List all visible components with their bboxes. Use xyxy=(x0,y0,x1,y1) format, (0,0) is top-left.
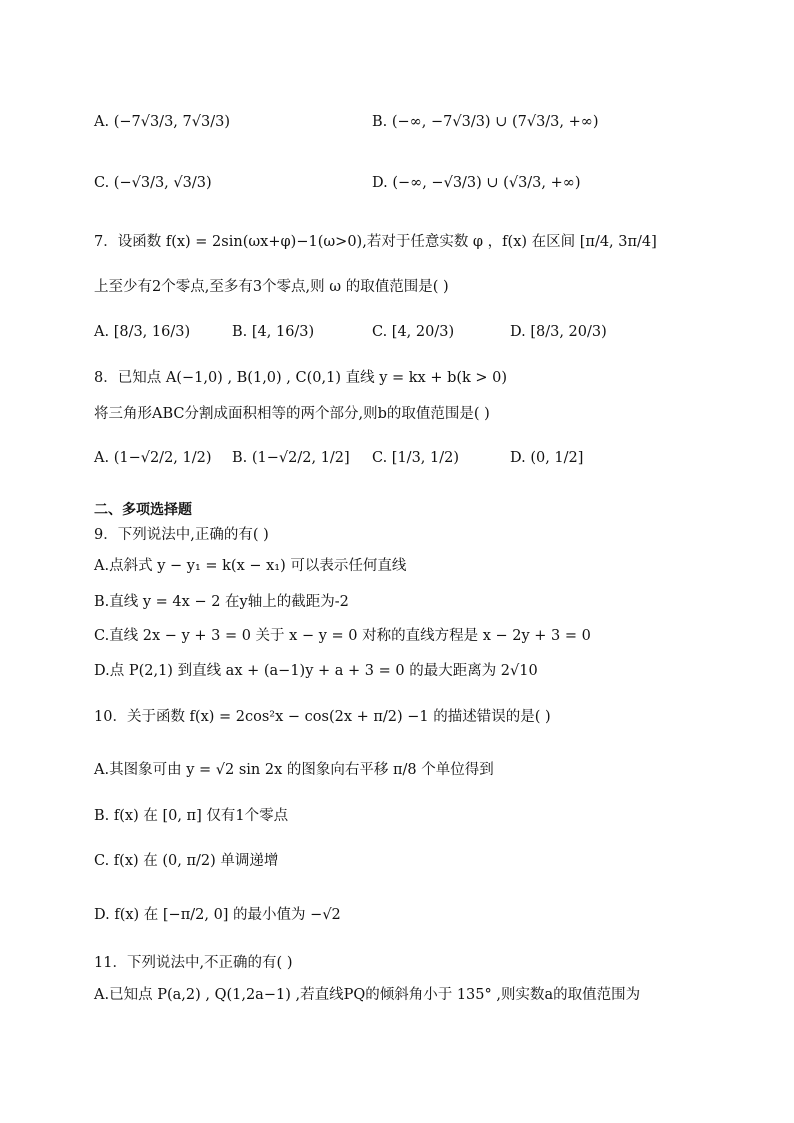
q6-option-d: D. (−∞, −√3/3) ∪ (√3/3, +∞) xyxy=(372,175,581,191)
q9-stem: 9．下列说法中,正确的有( ) xyxy=(94,527,269,543)
q9-option-d: D.点 P(2,1) 到直线 ax + (a−1)y + a + 3 = 0 的最大距离为 2√10 xyxy=(94,663,538,679)
q7-option-d: D. [8/3, 20/3) xyxy=(510,324,607,340)
section-heading-multiple-choice: 二、多项选择题 xyxy=(94,502,192,518)
q8-option-a: A. (1−√2/2, 1/2) xyxy=(94,450,212,466)
q9-option-c: C.直线 2x − y + 3 = 0 关于 x − y = 0 对称的直线方程是 x − 2y + 3 = 0 xyxy=(94,628,591,644)
q9-option-b: B.直线 y = 4x − 2 在y轴上的截距为-2 xyxy=(94,594,349,610)
q7-option-a: A. [8/3, 16/3) xyxy=(94,324,191,340)
q8-stem-line1: 8．已知点 A(−1,0) , B(1,0) , C(0,1) 直线 y = kx + b(k > 0) xyxy=(94,370,508,386)
q10-stem: 10．关于函数 f(x) = 2cos²x − cos(2x + π/2) −1 的描述错误的是( ) xyxy=(94,709,551,725)
q6-option-c: C. (−√3/3, √3/3) xyxy=(94,175,212,191)
q8-stem-line2: 将三角形ABC分割成面积相等的两个部分,则b的取值范围是( ) xyxy=(94,406,490,422)
q9-option-a: A.点斜式 y − y₁ = k(x − x₁) 可以表示任何直线 xyxy=(94,558,407,574)
q8-option-c: C. [1/3, 1/2) xyxy=(372,450,459,466)
q7-option-b: B. [4, 16/3) xyxy=(232,324,315,340)
q7-stem-line1: 7．设函数 f(x) = 2sin(ωx+φ)−1(ω>0),若对于任意实数 φ ，f(x) 在区间 [π/4, 3π/4] xyxy=(94,234,657,250)
q8-option-b: B. (1−√2/2, 1/2] xyxy=(232,450,350,466)
q6-option-a: A. (−7√3/3, 7√3/3) xyxy=(94,114,230,130)
q11-stem: 11．下列说法中,不正确的有( ) xyxy=(94,955,293,971)
q10-option-a: A.其图象可由 y = √2 sin 2x 的图象向右平移 π/8 个单位得到 xyxy=(94,762,494,778)
q11-option-a: A.已知点 P(a,2) , Q(1,2a−1) ,若直线PQ的倾斜角小于 135° ,则实数a的取值范围为 xyxy=(94,987,641,1003)
q10-option-c: C. f(x) 在 (0, π/2) 单调递增 xyxy=(94,853,279,869)
q10-option-b: B. f(x) 在 [0, π] 仅有1个零点 xyxy=(94,808,289,824)
q7-stem-line2: 上至少有2个零点,至多有3个零点,则 ω 的取值范围是( ) xyxy=(94,279,449,295)
q7-option-c: C. [4, 20/3) xyxy=(372,324,455,340)
q10-option-d: D. f(x) 在 [−π/2, 0] 的最小值为 −√2 xyxy=(94,907,341,923)
q8-option-d: D. (0, 1/2] xyxy=(510,450,584,466)
q6-option-b: B. (−∞, −7√3/3) ∪ (7√3/3, +∞) xyxy=(372,114,599,130)
